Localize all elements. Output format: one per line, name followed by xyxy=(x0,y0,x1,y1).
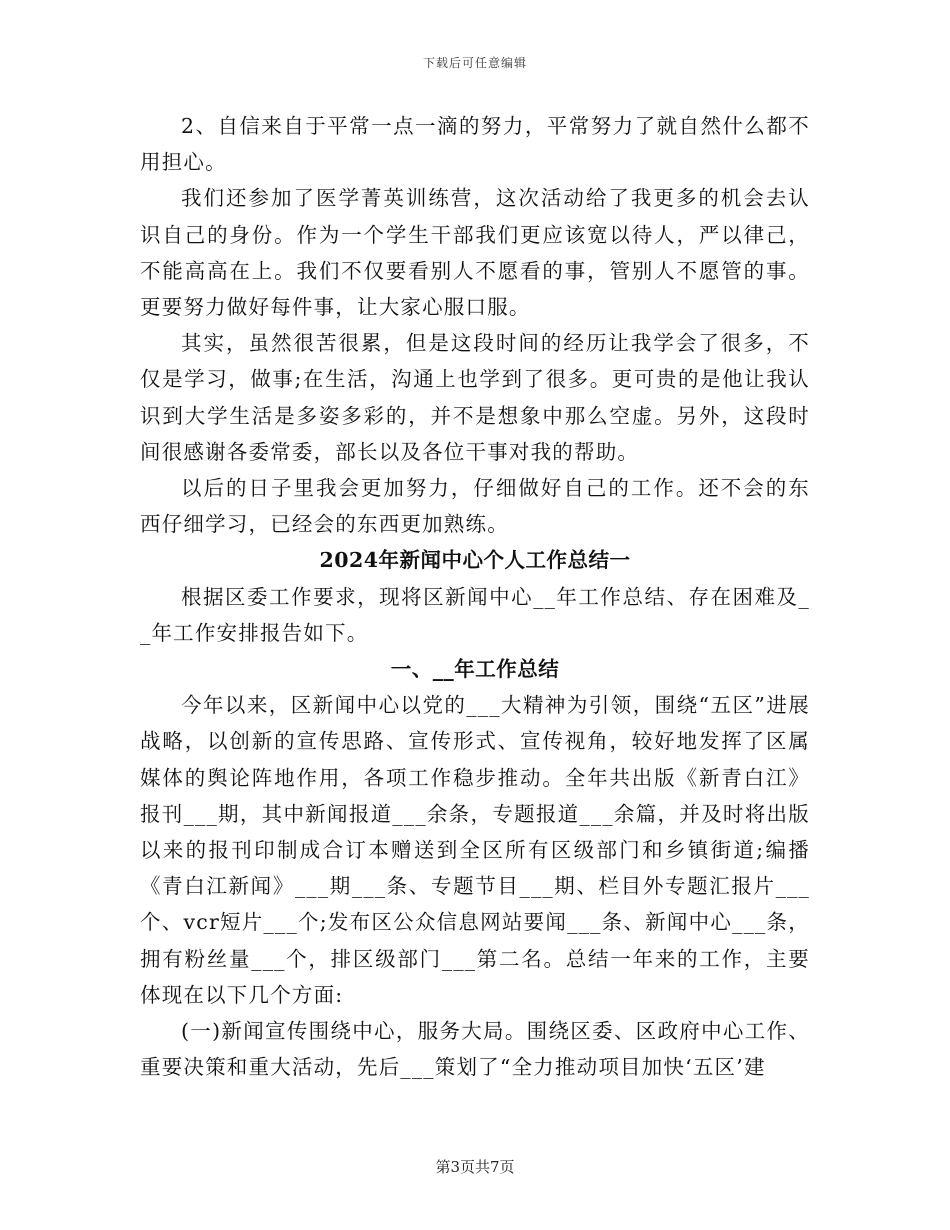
paragraph-annual-overview: 今年以来，区新闻中心以党的___大精神为引领，围绕“五区”进展战略，以创新的宣传思路、宣传形式、宣传视角，较好地发挥了区属媒体的舆论阵地作用，各项工作稳步推动。全年共出版《新青白江》报刊___期，其中新闻报道___余条，专题报道___余篇，并及时将出版以来的报刊印制成合订本赠送到全区所有区级部门和乡镇街道;编播《青白江新闻》___期___条、专题节目___期、栏目外专题汇报片___个、vcr短片___个;发布区公众信息网站要闻___条、新闻中心___条，拥有粉丝量___个，排区级部门___第二名。总结一年来的工作，主要体现在以下几个方面: xyxy=(140,693,810,1007)
paragraph-intro: 根据区委工作要求，现将区新闻中心__年工作总结、存在困难及__年工作安排报告如下。 xyxy=(140,584,810,645)
section-heading-work-summary: 一、__年工作总结 xyxy=(390,657,560,682)
paragraph-experience: 其实，虽然很苦很累，但是这段时间的经历让我学会了很多，不仅是学习，做事;在生活，沟通上也学到了很多。更可贵的是他让我认识到大学生活是多姿多彩的，并不是想象中那么空虚。另外，这段时间很感谢各委常委，部长以及各位干事对我的帮助。 xyxy=(140,331,810,464)
paragraph-training-camp: 我们还参加了医学菁英训练营，这次活动给了我更多的机会去认识自己的身份。作为一个学生干部我们更应该宽以待人，严以律己，不能高高在上。我们不仅要看别人不愿看的事，管别人不愿管的事。更要努力做好每件事，让大家心服口服。 xyxy=(140,186,810,320)
document-title: 2024年新闻中心个人工作总结一 xyxy=(319,548,631,573)
page-footer: 第3页共7页 xyxy=(435,1158,515,1176)
document-body xyxy=(140,108,810,1085)
paragraph-confidence: 2、自信来自于平常一点一滴的努力，平常努力了就自然什么都不用担心。 xyxy=(140,114,810,175)
paragraph-future: 以后的日子里我会更加努力，仔细做好自己的工作。还不会的东西仔细学习，已经会的东西更加熟练。 xyxy=(140,476,810,537)
paragraph-news-center: (一)新闻宣传围绕中心，服务大局。围绕区委、区政府中心工作、重要决策和重大活动，先后___策划了“全力推动项目加快‘五区’建 xyxy=(140,1019,810,1080)
page-header: 下载后可任意编辑 xyxy=(422,56,527,70)
